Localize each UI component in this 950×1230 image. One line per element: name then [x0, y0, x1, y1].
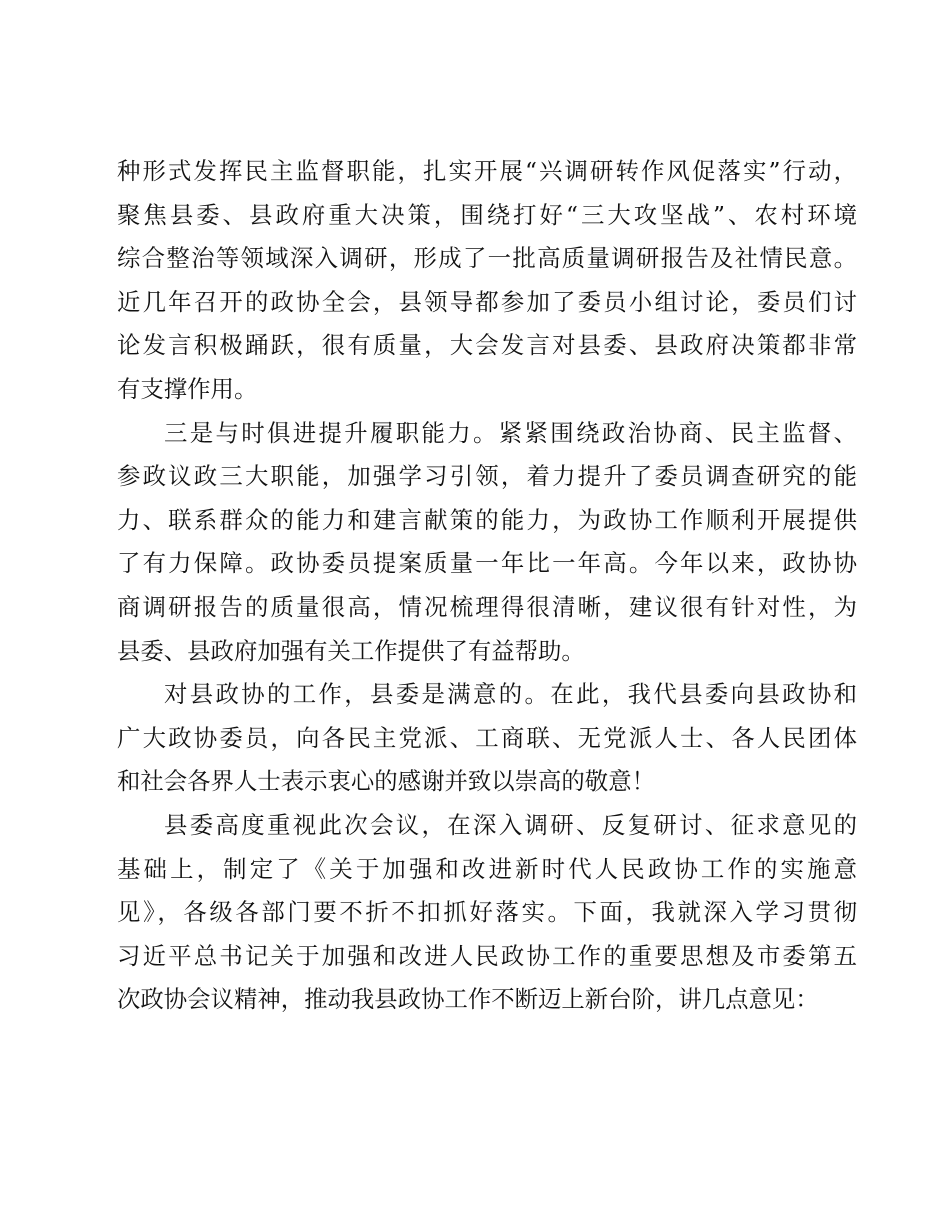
text-line: 对县政协的工作，县委是满意的。在此，我代县委向县政协和 [164, 680, 857, 709]
text-line: 习近平总书记关于加强和改进人民政协工作的重要思想及市委第五 [117, 941, 857, 970]
text-line: 论发言积极踊跃，很有质量，大会发言对县委、县政府决策都非常 [117, 331, 857, 360]
text-line: 商调研报告的质量很高，情况梳理得很清晰，建议很有针对性，为 [117, 592, 857, 621]
text-line: 种形式发挥民主监督职能，扎实开展“兴调研转作风促落实”行动， [117, 157, 857, 185]
paragraph-3 [117, 673, 857, 804]
paragraph-4 [117, 804, 857, 1022]
text-line: 有支撑作用。 [117, 374, 258, 403]
text-line: 和社会各界人士表示衷心的感谢并致以崇高的敬意！ [117, 767, 655, 796]
text-line: 县委、县政府加强有关工作提供了有益帮助。 [117, 636, 585, 665]
text-line: 参政议政三大职能，加强学习引领，着力提升了委员调查研究的能 [117, 462, 857, 491]
text-line: 近几年召开的政协全会，县领导都参加了委员小组讨论，委员们讨 [117, 287, 857, 316]
text-line: 聚焦县委、县政府重大决策，围绕打好“三大攻坚战”、农村环境 [117, 200, 857, 229]
text-line: 力、联系群众的能力和建言献策的能力，为政协工作顺利开展提供 [117, 505, 857, 534]
text-line: 次政协会议精神，推动我县政协工作不断迈上新台阶，讲几点意见： [117, 985, 819, 1014]
text-line: 县委高度重视此次会议，在深入调研、反复研讨、征求意见的 [164, 810, 857, 839]
text-line: 基础上，制定了《关于加强和改进新时代人民政协工作的实施意 [117, 854, 857, 883]
paragraph-2 [117, 412, 857, 674]
paragraph-1 [117, 150, 857, 412]
text-line: 综合整治等领域深入调研，形成了一批高质量调研报告及社情民意。 [117, 244, 857, 273]
text-line: 三是与时俱进提升履职能力。紧紧围绕政治协商、民主监督、 [164, 418, 857, 447]
text-line: 见》，各级各部门要不折不扣抓好落实。下面，我就深入学习贯彻 [117, 898, 857, 927]
document-body [117, 150, 857, 1022]
text-line: 广大政协委员，向各民主党派、工商联、无党派人士、各人民团体 [117, 723, 857, 752]
text-line: 了有力保障。政协委员提案质量一年比一年高。今年以来，政协协 [117, 549, 857, 578]
